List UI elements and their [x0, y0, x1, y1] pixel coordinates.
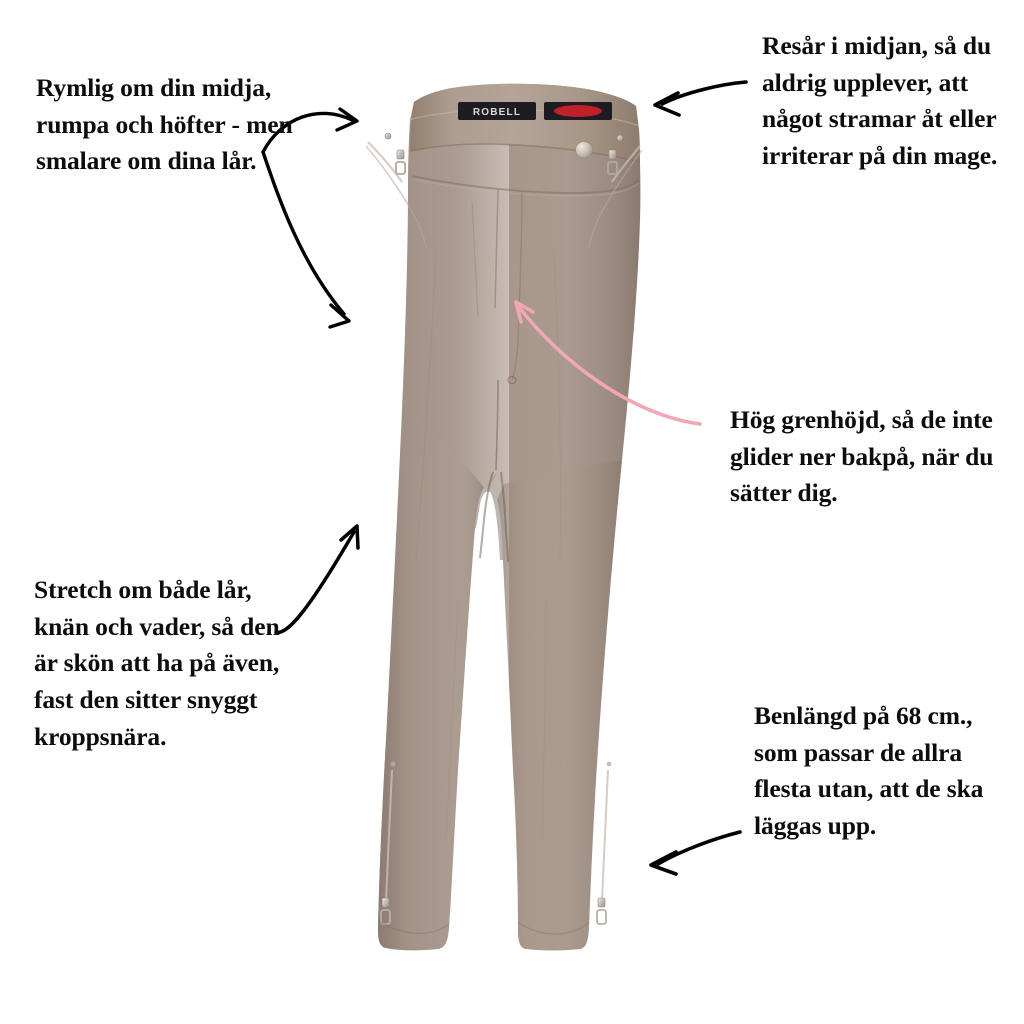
trousers-illustration: [340, 80, 680, 960]
metal-button-ring: [576, 142, 593, 159]
left-ankle-zip-top-stop: [391, 762, 396, 767]
left-pocket-zipper-pull-icon: [396, 150, 405, 174]
callout-waist-fit: Rymlig om din midja, rumpa och höfter - men smalare om dina lår.: [36, 73, 293, 176]
brand-label-text: ROBELL: [472, 107, 522, 118]
right-ankle-zip-tape: [602, 770, 608, 900]
right-ankle-zipper-pull-icon: [597, 898, 606, 924]
accent-tag-mark: [554, 105, 602, 117]
right-pocket-rivet-icon: [617, 135, 623, 141]
trousers-product-image: [340, 80, 680, 960]
callout-elastic-waist: Resår i midjan, så du aldrig upplever, att något stramar åt eller irriterar på din mage.: [762, 31, 998, 171]
callout-leg-length: Benlängd på 68 cm., som passar de allra flesta utan, att de ska läggas upp.: [754, 701, 984, 841]
right-ankle-zip-top-stop: [607, 762, 612, 767]
left-leg-shading: [378, 410, 484, 950]
callout-high-rise: Hög grenhöjd, så de inte glider ner bakpå, när du sätter dig.: [730, 405, 994, 508]
left-pocket-rivet-icon: [385, 133, 391, 139]
callout-stretch: Stretch om både lår, knän och vader, så den är skön att ha på även, fast den sitter snyggt kroppsnära.: [34, 575, 280, 751]
